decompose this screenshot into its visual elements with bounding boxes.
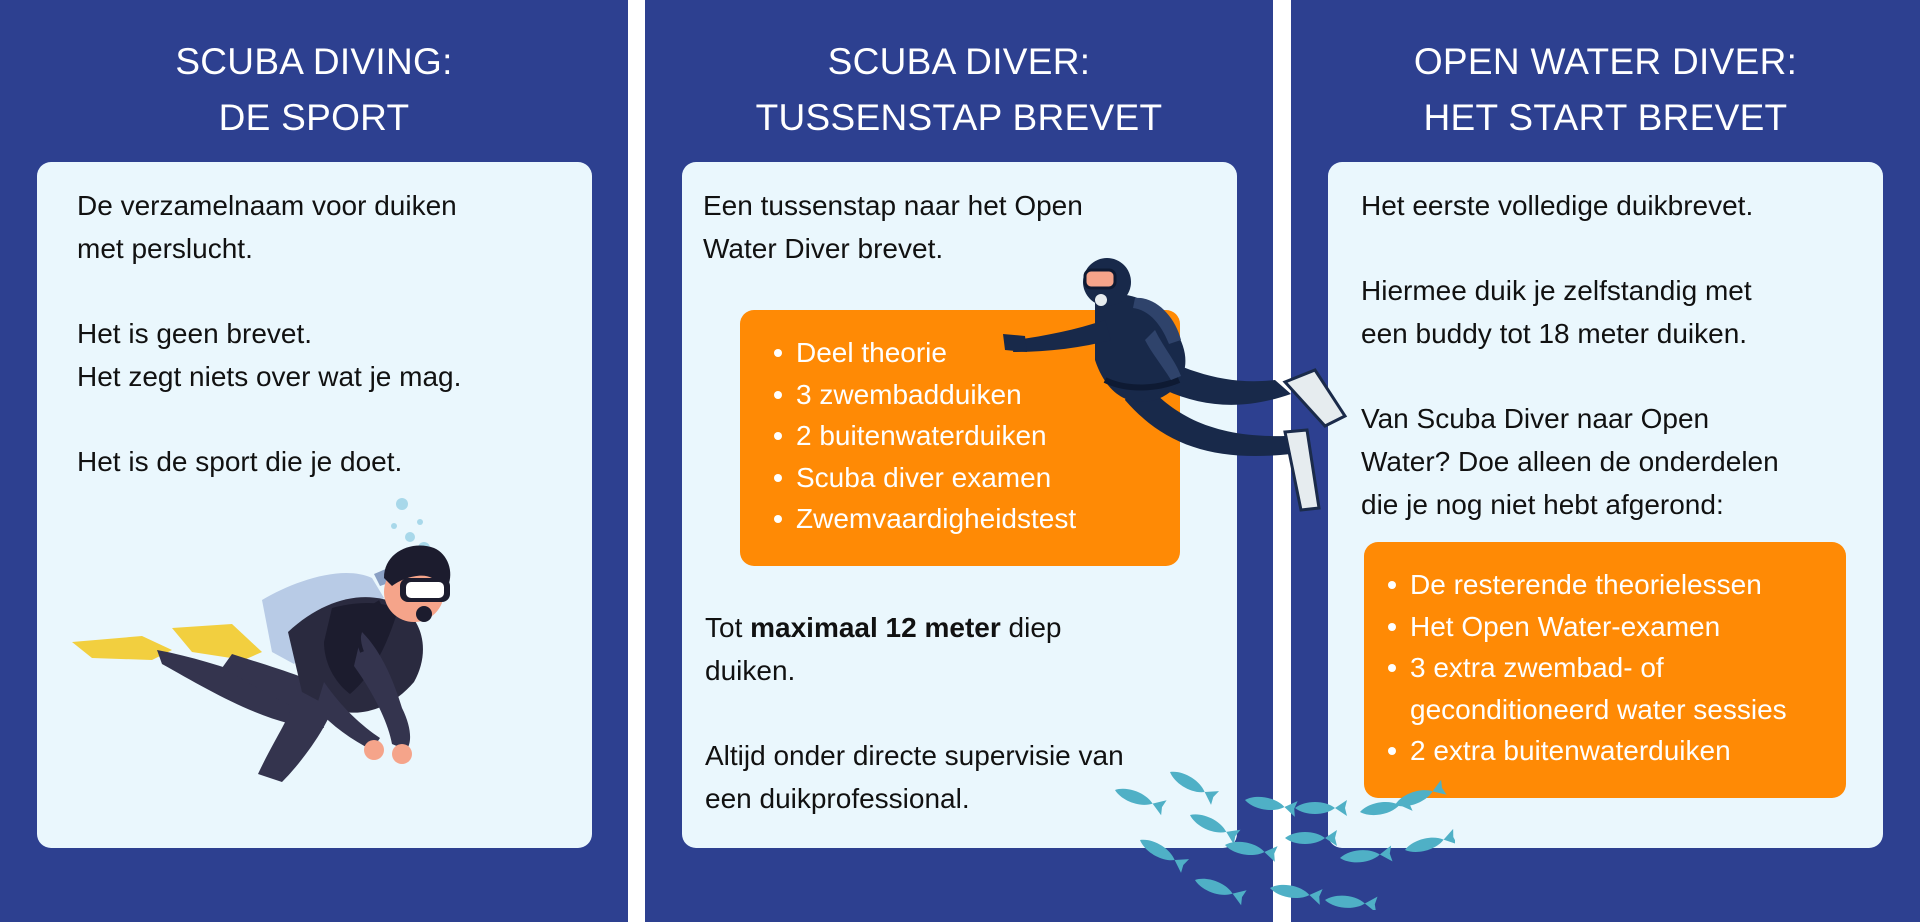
info-card [1328, 162, 1883, 848]
list-item: 2 buitenwaterduiken [770, 415, 1076, 457]
list-item: 3 extra zwembad- of geconditioneerd water sessies [1384, 647, 1787, 730]
info-card [37, 162, 592, 848]
depth-limit: maximaal 12 meter [750, 612, 1001, 643]
card-paragraph: De verzamelnaam voor duiken met perslucht. [77, 190, 457, 264]
panel-scuba-diving [0, 0, 628, 922]
panel-title: SCUBA DIVING: DE SPORT [175, 41, 453, 138]
card-paragraph: Het eerste volledige duikbrevet. [1361, 190, 1754, 221]
fish-icon [1192, 872, 1246, 905]
fish-icon [1269, 880, 1323, 905]
fish-icon [1403, 829, 1455, 858]
list-item: De resterende theorielessen [1384, 564, 1787, 606]
panel-title: OPEN WATER DIVER: HET START BREVET [1413, 41, 1798, 138]
fish-icon [1295, 800, 1347, 816]
fish-icon [1324, 892, 1377, 910]
list-item: 2 extra buitenwaterduiken [1384, 730, 1787, 772]
card-paragraph: Het is de sport die je doet. [77, 446, 403, 477]
card-paragraph: Het is geen brevet. Het zegt niets over wat je mag. [77, 318, 462, 392]
fish-icon [1244, 792, 1298, 817]
fish-icon [1187, 808, 1241, 844]
fish-icon [1285, 830, 1337, 846]
card-paragraph: Altijd onder directe supervisie van een duikprofessional. [705, 740, 1124, 814]
list-item: Scuba diver examen [770, 457, 1076, 499]
depth-suffix: diep duiken. [705, 612, 1062, 686]
fish-school-icon [1095, 760, 1455, 910]
depth-paragraph [705, 606, 1061, 692]
fish-icon [1136, 833, 1189, 873]
diver-in-dark-wetsuit-icon [985, 240, 1355, 520]
fish-icon [1392, 780, 1446, 813]
list-item: Zwemvaardigheidstest [770, 498, 1076, 540]
fish-icon [1339, 845, 1392, 865]
card-paragraph: Hiermee duik je zelfstandig met een buddy tot 18 meter duiken. [1361, 275, 1752, 349]
depth-prefix: Tot [705, 612, 751, 643]
remaining-steps-list [1384, 564, 1787, 772]
list-item: Deel theorie [770, 332, 1076, 374]
card-paragraph: Van Scuba Diver naar Open Water? Doe alleen de onderdelen die je nog niet hebt afgerond: [1361, 403, 1779, 520]
list-item: 3 zwembadduiken [770, 374, 1076, 416]
panel-title: SCUBA DIVER: TUSSENSTAP BREVET [755, 41, 1163, 138]
fish-icon [1112, 782, 1166, 815]
diver-with-yellow-fins-icon [62, 482, 482, 812]
fish-icon [1166, 765, 1219, 805]
card-paragraph: Een tussenstap naar het Open Water Diver brevet. [703, 190, 1083, 264]
list-item: Het Open Water-examen [1384, 606, 1787, 648]
